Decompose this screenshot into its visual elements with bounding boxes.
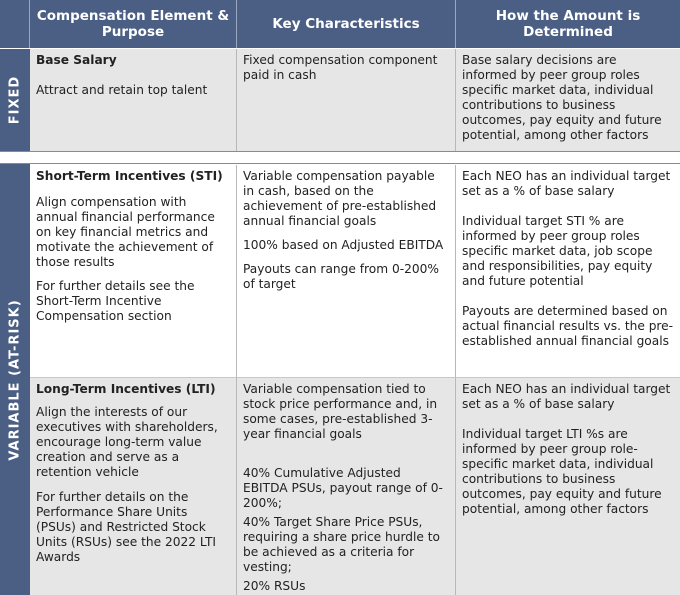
base-salary-characteristics-cell — [237, 49, 456, 151]
sti-purpose: Align compensation with annual financial performance on key financial metrics and motivate the achievement of those results — [36, 195, 215, 269]
sti-details: For further details see the Short-Term Incentive Compensation section — [36, 279, 195, 323]
header-corner — [0, 0, 30, 48]
sti-characteristics-cell — [237, 165, 456, 377]
sti-determination-cell — [456, 165, 680, 377]
lti-char-2: 40% Cumulative Adjusted EBITDA PSUs, payout range of 0-200%; — [243, 466, 443, 510]
base-salary-purpose: Attract and retain top talent — [36, 83, 208, 97]
header-key-characteristics: Key Characteristics — [237, 0, 456, 48]
sti-char-2: 100% based on Adjusted EBITDA — [243, 238, 444, 252]
sti-title: Short-Term Incentives (STI) — [36, 169, 223, 183]
sti-det-3: Payouts are determined based on actual financial results vs. the pre-established annual financial goals — [462, 304, 674, 348]
section-label-fixed — [0, 49, 30, 151]
lti-char-1: Variable compensation tied to stock price performance and, in some cases, pre-established 3-year financial goals — [243, 382, 438, 441]
header-how-determined: How the Amount is Determined — [456, 0, 680, 48]
section-variable-text: VARIABLE (AT-RISK) — [7, 298, 23, 461]
section-divider — [0, 151, 680, 164]
base-salary-title: Base Salary — [36, 53, 117, 67]
lti-details: For further details on the Performance Share Units (PSUs) and Restricted Stock Units (RSUs) see the 2022 LTI Awards — [36, 490, 217, 564]
header-compensation-element: Compensation Element & Purpose — [30, 0, 237, 48]
lti-purpose: Align the interests of our executives with shareholders, encourage long-term value creation and serve as a retention vehicle — [36, 405, 218, 479]
sti-element-cell — [30, 165, 237, 377]
lti-element-cell — [30, 377, 237, 595]
base-salary-determination-cell — [456, 49, 680, 151]
lti-characteristics-cell — [237, 377, 456, 595]
sti-char-3: Payouts can range from 0-200% of target — [243, 262, 439, 291]
base-salary-determination: Base salary decisions are informed by peer group roles specific market data, individual contributions to business outcomes, pay equity and future potential, among other factors — [462, 53, 662, 142]
lti-det-2: Individual target LTI %s are informed by peer group role-specific market data, individual contributions to business outcomes, pay equity and future potential, among other factors — [462, 427, 662, 516]
section-fixed-text: FIXED — [7, 75, 23, 125]
base-salary-element-cell — [30, 49, 237, 151]
lti-char-3: 40% Target Share Price PSUs, requiring a share price hurdle to be achieved as a criteria for vesting; — [243, 515, 440, 574]
lti-title: Long-Term Incentives (LTI) — [36, 382, 216, 396]
base-salary-characteristics: Fixed compensation component paid in cash — [243, 53, 438, 82]
sti-det-1: Each NEO has an individual target set as a % of base salary — [462, 169, 671, 198]
lti-det-1: Each NEO has an individual target set as a % of base salary — [462, 382, 671, 411]
lti-char-4: 20% RSUs — [243, 579, 306, 593]
lti-determination-cell — [456, 377, 680, 595]
sti-char-1: Variable compensation payable in cash, based on the achievement of pre-established annual financial goals — [243, 169, 437, 228]
section-label-variable — [0, 164, 30, 595]
sti-det-2: Individual target STI % are informed by peer group roles specific market data, job scope and responsibilities, pay equity and future potential — [462, 214, 653, 288]
